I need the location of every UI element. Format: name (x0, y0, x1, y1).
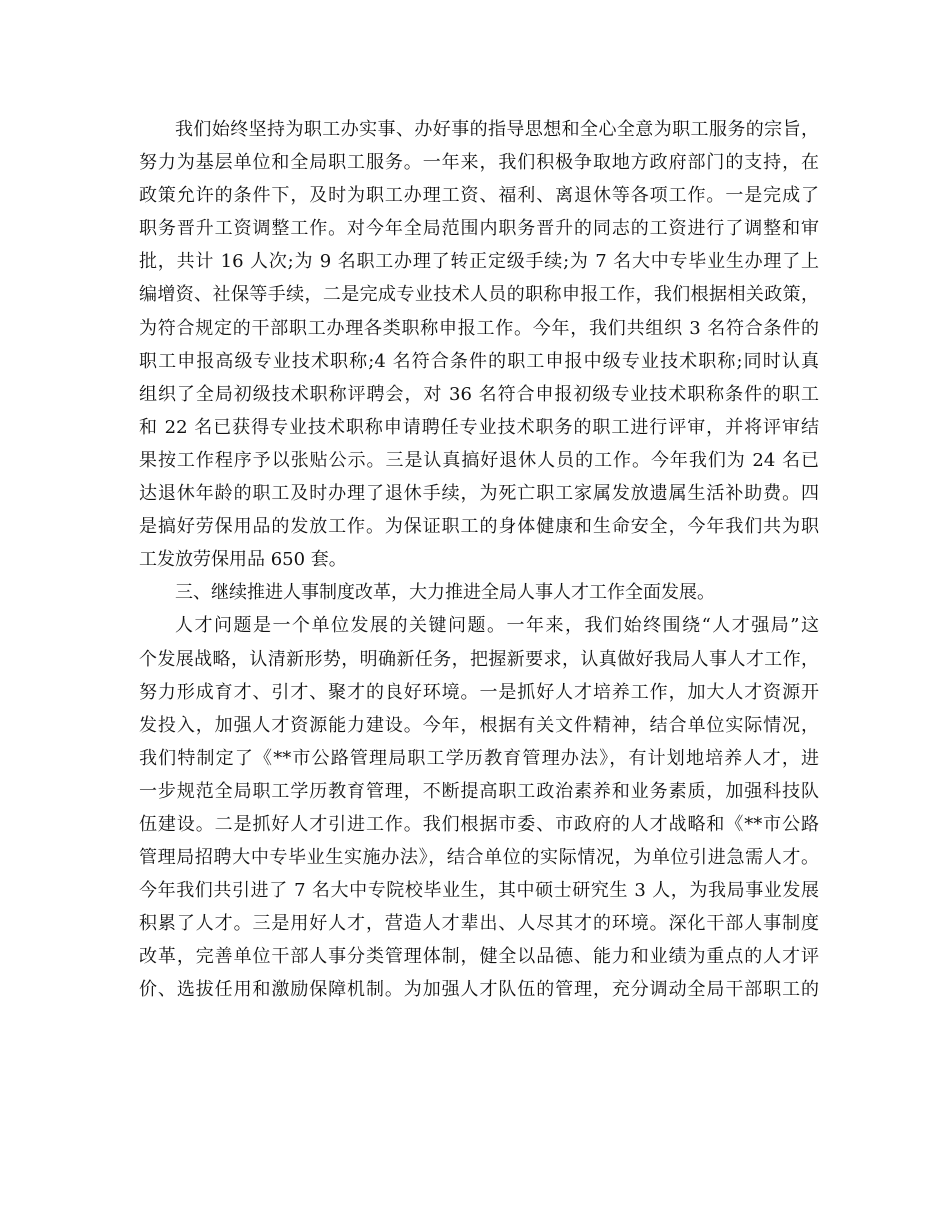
text-line: 积累了人才。三是用好人才，营造人才辈出、人尽其才的环境。深化干部人事制度 (139, 913, 819, 935)
text-line: 我们始终坚持为职工办实事、办好事的指导思想和全心全意为职工服务的宗旨， (175, 119, 819, 140)
text-line: 是搞好劳保用品的发放工作。为保证职工的身体健康和生命安全，今年我们共为职 (139, 516, 819, 538)
text-line: 我们特制定了《**市公路管理局职工学历教育管理办法》，有计划地培养人才，进 (139, 747, 819, 769)
text-line: 个发展战略，认清新形势，明确新任务，把握新要求，认真做好我局人事人才工作， (139, 648, 819, 670)
text-line: 价、选拔任用和激励保障机制。为加强人才队伍的管理，充分调动全局干部职工的 (139, 979, 819, 1001)
text-line: 人才问题是一个单位发展的关键问题。一年来，我们始终围绕“人才强局”这 (175, 615, 819, 637)
text-line: 组织了全局初级技术职称评聘会，对 36 名符合申报初级专业技术职称条件的职工 (139, 383, 819, 405)
text-line: 批，共计 16 人次;为 9 名职工办理了转正定级手续;为 7 名大中专毕业生办理了上 (139, 251, 819, 273)
text-line: 发投入，加强人才资源能力建设。今年，根据有关文件精神，结合单位实际情况， (139, 714, 819, 736)
text-line: 改革，完善单位干部人事分类管理体制，健全以品德、能力和业绩为重点的人才评 (139, 946, 819, 968)
text-line: 和 22 名已获得专业技术职称申请聘任专业技术职务的职工进行评审，并将评审结 (139, 416, 819, 438)
document-body (139, 113, 819, 1007)
section-heading: 三、继续推进人事制度改革，大力推进全局人事人才工作全面发展。 (175, 582, 715, 604)
text-line: 职工申报高级专业技术职称;4 名符合条件的职工申报中级专业技术职称;同时认真 (139, 350, 819, 372)
text-line: 管理局招聘大中专毕业生实施办法》，结合单位的实际情况，为单位引进急需人才。 (139, 847, 819, 869)
text-line: 努力为基层单位和全局职工服务。一年来，我们积极争取地方政府部门的支持，在 (139, 152, 819, 174)
text-line: 达退休年龄的职工及时办理了退休手续，为死亡职工家属发放遗属生活补助费。四 (139, 483, 819, 505)
text-line: 果按工作程序予以张贴公示。三是认真搞好退休人员的工作。今年我们为 24 名已 (139, 449, 819, 471)
text-line: 今年我们共引进了 7 名大中专院校毕业生，其中硕士研究生 3 人，为我局事业发展 (139, 880, 819, 902)
text-line: 一步规范全局职工学历教育管理，不断提高职工政治素养和业务素质，加强科技队 (139, 780, 819, 802)
text-line: 伍建设。二是抓好人才引进工作。我们根据市委、市政府的人才战略和《**市公路 (139, 813, 819, 835)
text-line: 为符合规定的干部职工办理各类职称申报工作。今年，我们共组织 3 名符合条件的 (139, 317, 819, 339)
text-line: 努力形成育才、引才、聚才的良好环境。一是抓好人才培养工作，加大人才资源开 (139, 681, 819, 703)
text-line: 编增资、社保等手续，二是完成专业技术人员的职称申报工作，我们根据相关政策， (139, 284, 819, 306)
text-line: 工发放劳保用品 650 套。 (139, 549, 347, 571)
text-line: 政策允许的条件下，及时为职工办理工资、福利、离退休等各项工作。一是完成了 (139, 185, 819, 207)
text-line: 职务晋升工资调整工作。对今年全局范围内职务晋升的同志的工资进行了调整和审 (139, 218, 819, 240)
